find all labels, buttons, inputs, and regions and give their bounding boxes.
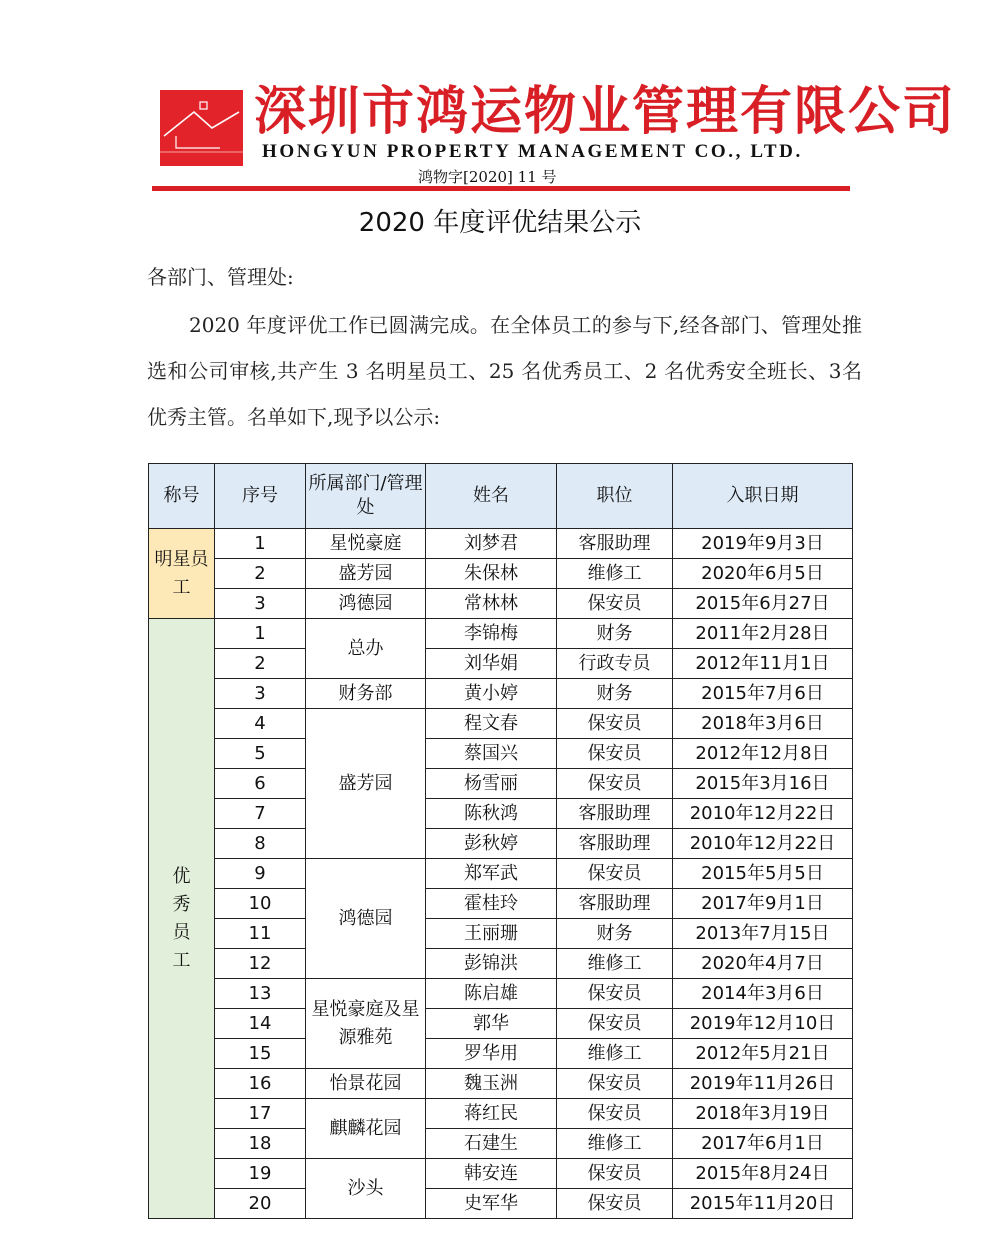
cell-name: 朱保林: [426, 559, 557, 589]
cell-position: 客服助理: [557, 889, 673, 919]
cell-no: 4: [215, 709, 306, 739]
cell-date: 2019年12月10日: [673, 1009, 853, 1039]
table-row: [149, 1129, 853, 1159]
cell-dept: 沙头: [306, 1159, 426, 1219]
cell-name: 郭华: [426, 1009, 557, 1039]
cell-date: 2012年11月1日: [673, 649, 853, 679]
cell-name: 彭锦洪: [426, 949, 557, 979]
col-header-no: 序号: [215, 464, 306, 529]
cell-position: 客服助理: [557, 529, 673, 559]
cell-date: 2015年11月20日: [673, 1189, 853, 1219]
cell-date: 2014年3月6日: [673, 979, 853, 1009]
cell-name: 李锦梅: [426, 619, 557, 649]
table-row: [149, 619, 853, 649]
cell-date: 2018年3月19日: [673, 1099, 853, 1129]
cell-name: 石建生: [426, 1129, 557, 1159]
cell-dept: 盛芳园: [306, 709, 426, 859]
table-row: [149, 889, 853, 919]
cell-dept: 麒麟花园: [306, 1099, 426, 1159]
cell-position: 保安员: [557, 769, 673, 799]
cell-position: 维修工: [557, 559, 673, 589]
cell-date: 2012年5月21日: [673, 1039, 853, 1069]
salutation: 各部门、管理处:: [147, 265, 294, 289]
cell-date: 2019年9月3日: [673, 529, 853, 559]
cell-date: 2018年3月6日: [673, 709, 853, 739]
notice-body: 2020 年度评优工作已圆满完成。在全体员工的参与下,经各部门、管理处推选和公司审核,共产生 3 名明星员工、25 名优秀员工、2 名优秀安全班长、3名优秀主管。名单如下,现予以公示:: [147, 313, 862, 429]
cell-position: 保安员: [557, 1069, 673, 1099]
table-row: [149, 979, 853, 1009]
cell-date: 2020年4月7日: [673, 949, 853, 979]
cell-dept: 鸿德园: [306, 589, 426, 619]
table-row: [149, 1099, 853, 1129]
cell-no: 1: [215, 619, 306, 649]
cell-no: 10: [215, 889, 306, 919]
cell-no: 11: [215, 919, 306, 949]
cell-no: 13: [215, 979, 306, 1009]
col-header-position: 职位: [557, 464, 673, 529]
category-excellent-employee: 优 秀 员 工: [149, 619, 215, 1219]
cell-name: 程文春: [426, 709, 557, 739]
cell-dept: 怡景花园: [306, 1069, 426, 1099]
cell-date: 2010年12月22日: [673, 799, 853, 829]
table-row: [149, 1189, 853, 1219]
cell-name: 杨雪丽: [426, 769, 557, 799]
table-row: [149, 1009, 853, 1039]
cell-no: 3: [215, 679, 306, 709]
cell-position: 客服助理: [557, 799, 673, 829]
table-row: [149, 859, 853, 889]
category-star-employee: 明星员工: [149, 529, 215, 619]
cell-no: 5: [215, 739, 306, 769]
cell-position: 保安员: [557, 739, 673, 769]
cell-date: 2011年2月28日: [673, 619, 853, 649]
table-row: [149, 949, 853, 979]
cell-dept: 总办: [306, 619, 426, 679]
cell-position: 保安员: [557, 859, 673, 889]
cell-no: 18: [215, 1129, 306, 1159]
table-row: [149, 589, 853, 619]
cell-no: 6: [215, 769, 306, 799]
col-header-date: 入职日期: [673, 464, 853, 529]
cell-no: 17: [215, 1099, 306, 1129]
company-logo: [160, 90, 243, 166]
cell-no: 2: [215, 649, 306, 679]
cell-name: 罗华用: [426, 1039, 557, 1069]
cell-dept: 鸿德园: [306, 859, 426, 979]
cell-no: 15: [215, 1039, 306, 1069]
cell-position: 财务: [557, 679, 673, 709]
table-row: [149, 919, 853, 949]
cell-date: 2012年12月8日: [673, 739, 853, 769]
company-name-en: HONGYUN PROPERTY MANAGEMENT CO., LTD.: [262, 141, 803, 162]
cell-date: 2015年5月5日: [673, 859, 853, 889]
cell-no: 19: [215, 1159, 306, 1189]
cell-name: 陈启雄: [426, 979, 557, 1009]
cell-name: 霍桂玲: [426, 889, 557, 919]
cell-date: 2019年11月26日: [673, 1069, 853, 1099]
cell-name: 韩安连: [426, 1159, 557, 1189]
cell-position: 行政专员: [557, 649, 673, 679]
cell-no: 14: [215, 1009, 306, 1039]
table-row: [149, 679, 853, 709]
cell-name: 王丽珊: [426, 919, 557, 949]
cell-no: 2: [215, 559, 306, 589]
col-header-name: 姓名: [426, 464, 557, 529]
cell-no: 9: [215, 859, 306, 889]
cell-name: 黄小婷: [426, 679, 557, 709]
cell-no: 1: [215, 529, 306, 559]
cell-name: 陈秋鸿: [426, 799, 557, 829]
table-row: [149, 769, 853, 799]
table-row: [149, 529, 853, 559]
table-row: [149, 1069, 853, 1099]
document-number: 鸿物字[2020] 11 号: [418, 168, 557, 186]
cell-date: 2015年3月16日: [673, 769, 853, 799]
table-row: [149, 799, 853, 829]
cell-no: 8: [215, 829, 306, 859]
table-header-row: [149, 464, 853, 529]
cell-name: 郑军武: [426, 859, 557, 889]
col-header-dept: 所属部门/管理处: [306, 464, 426, 529]
cell-position: 保安员: [557, 1099, 673, 1129]
cell-name: 蔡国兴: [426, 739, 557, 769]
red-divider: [152, 186, 850, 191]
cell-position: 维修工: [557, 1039, 673, 1069]
cell-name: 刘华娟: [426, 649, 557, 679]
company-name-cn: 深圳市鸿运物业管理有限公司: [254, 81, 957, 142]
cell-no: 12: [215, 949, 306, 979]
table-row: [149, 829, 853, 859]
table-row: [149, 649, 853, 679]
cell-position: 保安员: [557, 589, 673, 619]
cell-date: 2010年12月22日: [673, 829, 853, 859]
cell-position: 维修工: [557, 949, 673, 979]
cell-name: 常林林: [426, 589, 557, 619]
cell-date: 2020年6月5日: [673, 559, 853, 589]
cell-date: 2017年9月1日: [673, 889, 853, 919]
table-row: [149, 709, 853, 739]
cell-position: 财务: [557, 919, 673, 949]
cell-position: 保安员: [557, 1009, 673, 1039]
cell-name: 魏玉洲: [426, 1069, 557, 1099]
cell-position: 保安员: [557, 709, 673, 739]
cell-date: 2015年7月6日: [673, 679, 853, 709]
award-table: [148, 463, 853, 1219]
table-row: [149, 559, 853, 589]
cell-no: 20: [215, 1189, 306, 1219]
cell-name: 刘梦君: [426, 529, 557, 559]
cell-name: 彭秋婷: [426, 829, 557, 859]
cell-position: 保安员: [557, 1159, 673, 1189]
table-row: [149, 1159, 853, 1189]
cell-position: 维修工: [557, 1129, 673, 1159]
cell-dept: 星悦豪庭: [306, 529, 426, 559]
cell-position: 客服助理: [557, 829, 673, 859]
table-row: [149, 739, 853, 769]
cell-dept: 盛芳园: [306, 559, 426, 589]
cell-date: 2017年6月1日: [673, 1129, 853, 1159]
cell-position: 财务: [557, 619, 673, 649]
notice-title: 2020 年度评优结果公示: [358, 208, 642, 238]
house-logo-icon: [160, 90, 243, 166]
cell-date: 2015年6月27日: [673, 589, 853, 619]
cell-name: 史军华: [426, 1189, 557, 1219]
cell-no: 16: [215, 1069, 306, 1099]
cell-position: 保安员: [557, 1189, 673, 1219]
cell-position: 保安员: [557, 979, 673, 1009]
cell-date: 2013年7月15日: [673, 919, 853, 949]
cell-dept: 星悦豪庭及星源雅苑: [306, 979, 426, 1069]
cell-date: 2015年8月24日: [673, 1159, 853, 1189]
cell-no: 3: [215, 589, 306, 619]
cell-name: 蒋红民: [426, 1099, 557, 1129]
cell-dept: 财务部: [306, 679, 426, 709]
cell-no: 7: [215, 799, 306, 829]
col-header-title: 称号: [149, 464, 215, 529]
table-row: [149, 1039, 853, 1069]
